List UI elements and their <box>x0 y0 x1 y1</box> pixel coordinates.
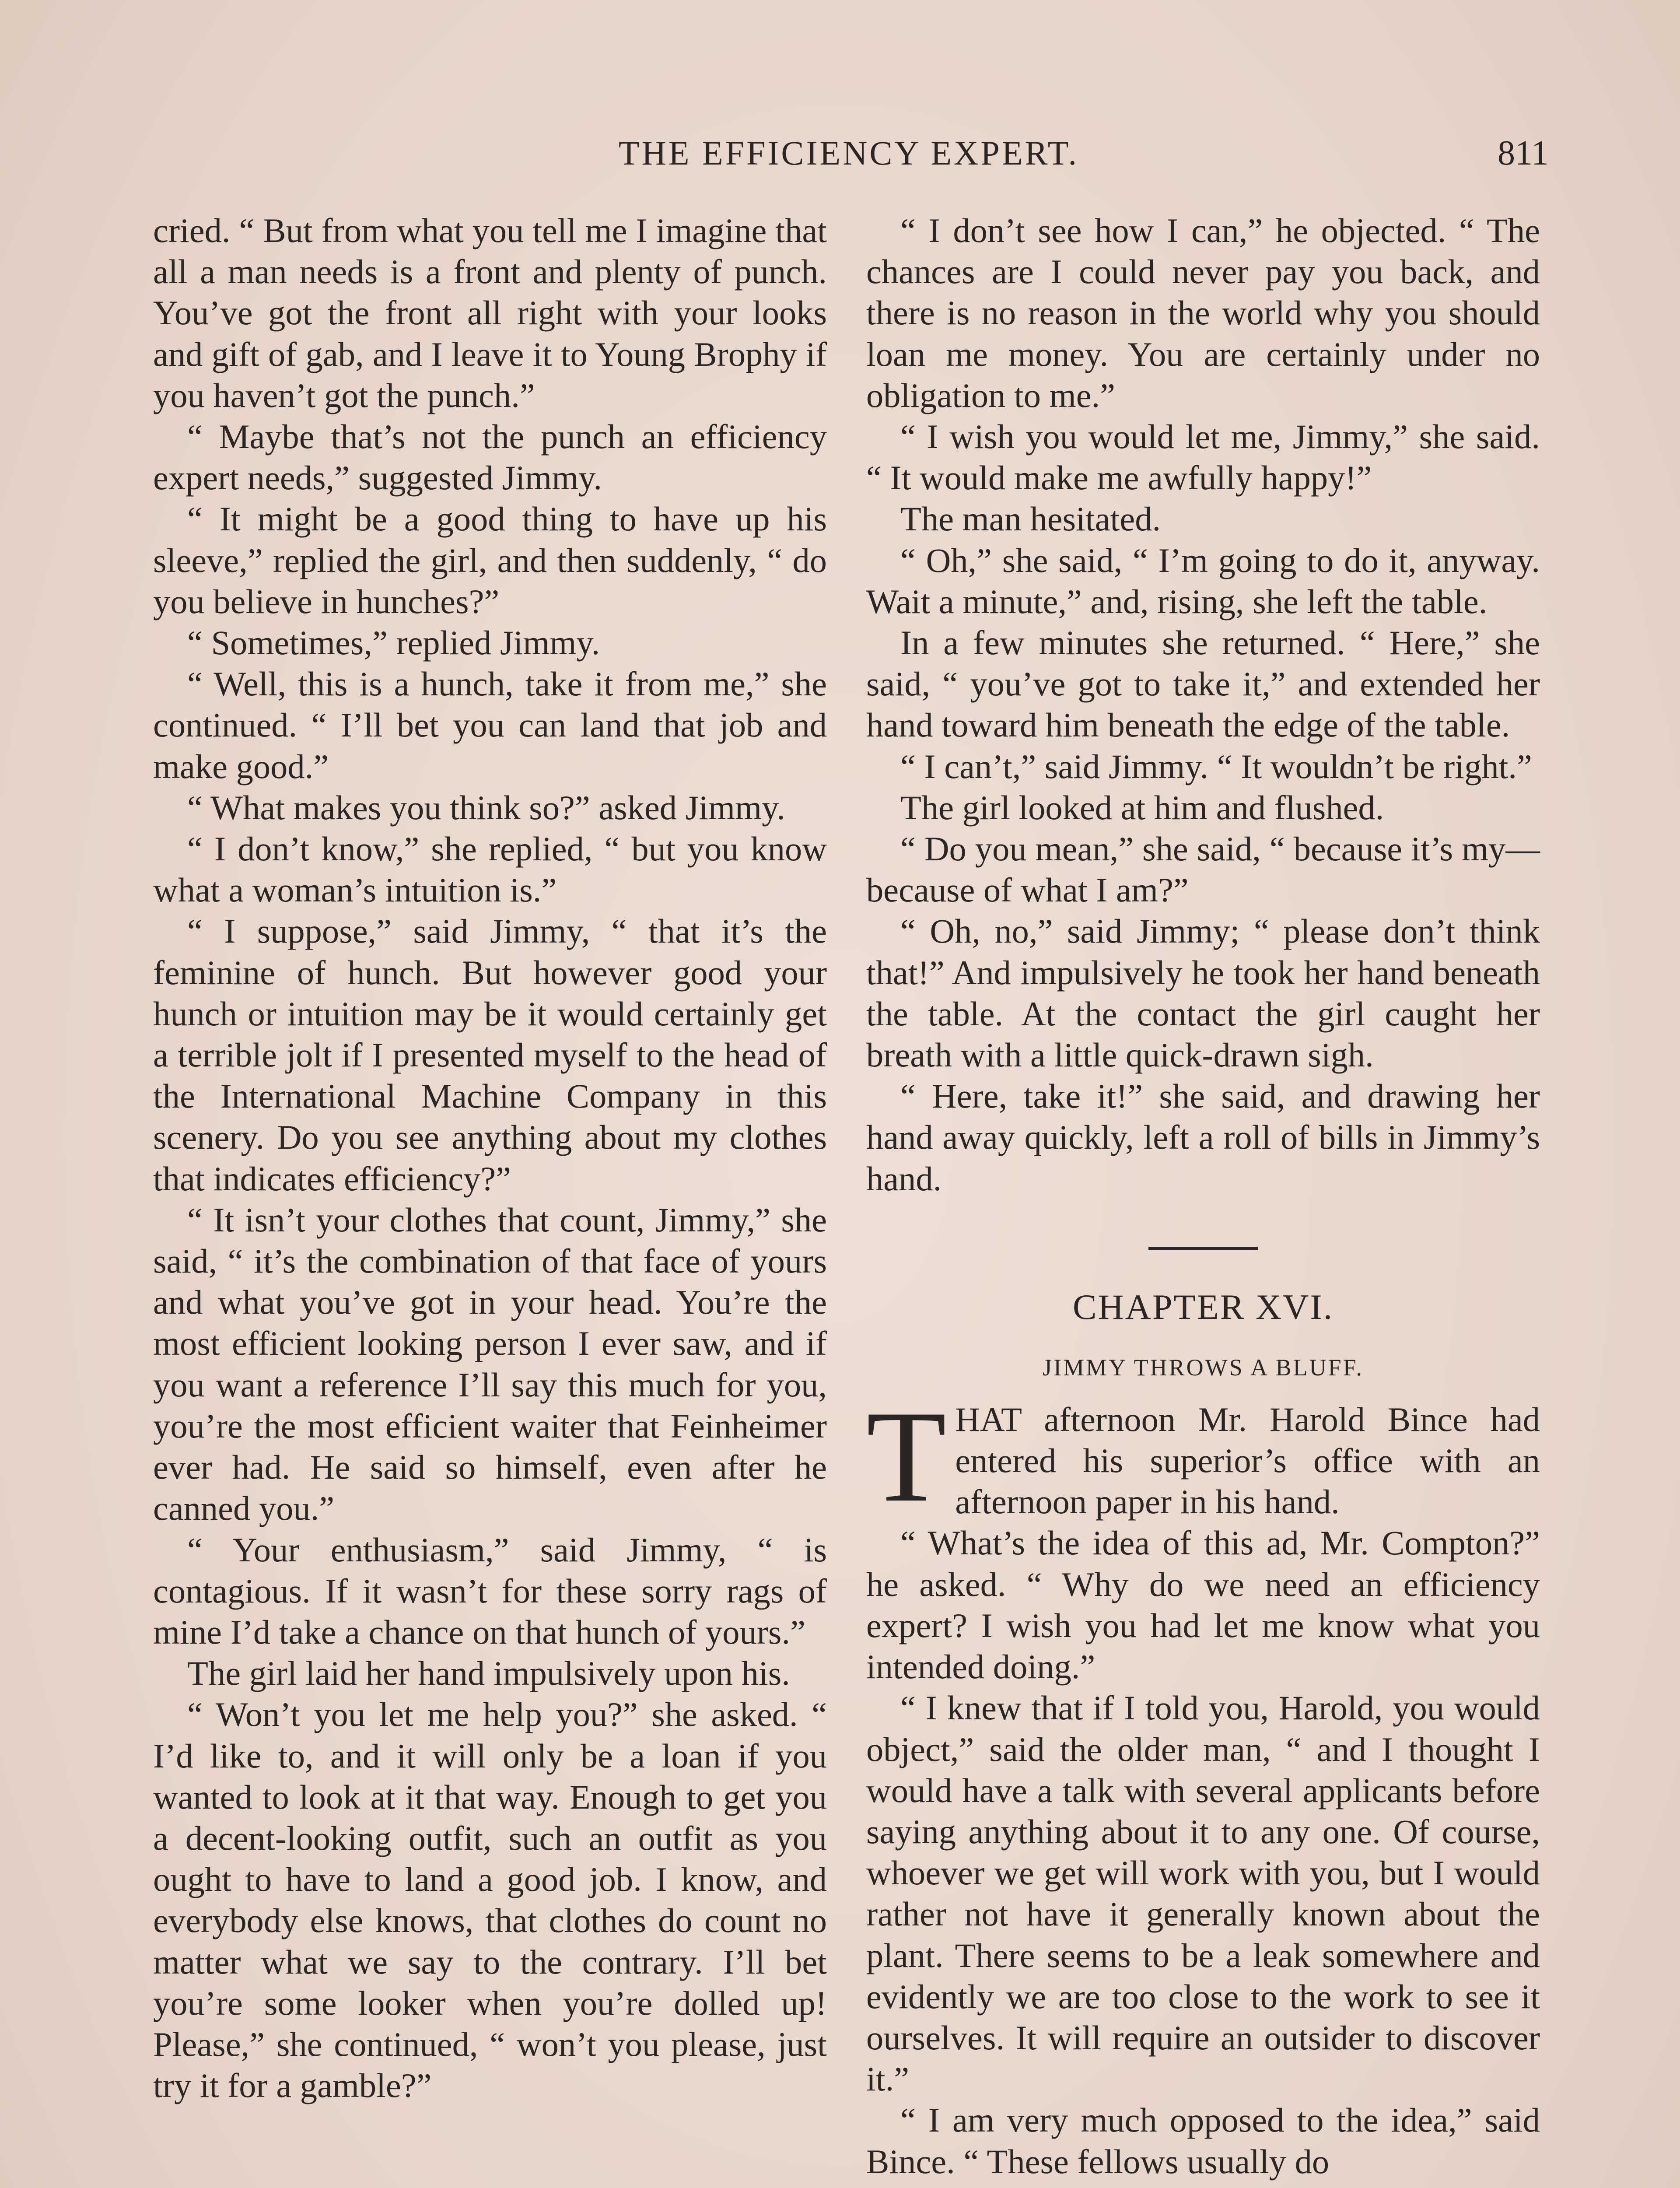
chapter-title: CHAPTER XVI. <box>1072 1287 1334 1327</box>
paragraph: cried. “ But from what you tell me I imagine that all a man needs is a front and plenty of punch. You’ve got the front all right with your looks and gift of gab, and I leave it to Young Brophy if you haven’t got the punch.” <box>153 211 827 414</box>
paragraph: “ I suppose,” said Jimmy, “ that it’s the feminine of hunch. But however good your hunch or intuition may be it would certainly get a terrible jolt if I presented myself to the head of the International Machine Company in this scenery. Do you see anything about my clothes that indicates efficiency?” <box>153 912 827 1198</box>
paragraph: “ Maybe that’s not the punch an efficiency expert needs,” suggested Jimmy. <box>153 417 827 497</box>
paragraph: “ I don’t know,” she replied, “ but you know what a woman’s intuition is.” <box>153 830 827 909</box>
paragraph: “ Here, take it!” she said, and drawing her hand away quickly, left a roll of bills in Jimmy’s hand. <box>866 1077 1540 1198</box>
page-header <box>149 129 1549 177</box>
paragraph: “ What makes you think so?” asked Jimmy. <box>187 788 785 827</box>
right-column <box>866 210 1540 2182</box>
paragraph: “ I don’t see how I can,” he objected. “ The chances are I could never pay you back, and there is no reason in the world why you should loan me money. You are certainly under no obligation to me.” <box>866 211 1540 414</box>
paragraph: In a few minutes she returned. “ Here,” she said, “ you’ve got to take it,” and extended her hand toward him beneath the edge of the table. <box>866 624 1540 744</box>
paragraph: “ Your enthusiasm,” said Jimmy, “ is contagious. If it wasn’t for these sorry rags of mine I’d take a chance on that hunch of yours.” <box>153 1530 827 1651</box>
paragraph: “ It might be a good thing to have up his sleeve,” replied the girl, and then suddenly, “ do you believe in hunches?” <box>153 500 827 621</box>
paragraph: “ Oh, no,” said Jimmy; “ please don’t think that!” And impulsively he took her hand beneath the table. At the contact the girl caught her breath with a little quick-drawn sigh. <box>866 912 1540 1074</box>
paragraph: The girl looked at him and flushed. <box>900 788 1384 827</box>
paragraph: “ Sometimes,” replied Jimmy. <box>187 624 600 662</box>
paragraph: “ I am very much opposed to the idea,” said Bince. “ These fellows usually do <box>866 2101 1540 2181</box>
paragraph: “ Oh,” she said, “ I’m going to do it, anyway. Wait a minute,” and, rising, she left the table. <box>866 541 1540 621</box>
running-title: THE EFFICIENCY EXPERT. <box>618 134 1079 172</box>
paragraph: “ I wish you would let me, Jimmy,” she said. “ It would make me awfully happy!” <box>866 417 1540 497</box>
paragraph: “ I can’t,” said Jimmy. “ It wouldn’t be right.” <box>900 747 1532 785</box>
chapter-opening-paragraph <box>866 1383 1540 1529</box>
paragraph: “ What’s the idea of this ad, Mr. Compton?” he asked. “ Why do we need an efficiency expert? I wish you had let me know what you intended doing.” <box>866 1524 1540 1686</box>
paragraph: The girl laid her hand impulsively upon his. <box>187 1654 790 1693</box>
paragraph: “ Won’t you let me help you?” she asked. “ I’d like to, and it will only be a loan if you wanted to look at it that way. Enough to get you a decent-looking outfit, such an outfit as you ought to have to land a good job. I know, and everybody else knows, that clothes do count no matter what we say to the contrary. I’ll bet you’re some looker when you’re dolled up! Please,” she continued, “ won’t you please, just try it for a gamble?” <box>153 1695 827 2105</box>
left-column <box>153 210 827 2106</box>
paragraph: “ It isn’t your clothes that count, Jimmy,” she said, “ it’s the combination of that face of yours and what you’ve got in your head. You’re the most efficient looking person I ever saw, and if you want a reference I’ll say this much for you, you’re the most efficient waiter that Feinheimer ever had. He said so himself, even after he canned you.” <box>153 1200 827 1528</box>
section-divider <box>1148 1247 1258 1250</box>
paragraph: “ Well, this is a hunch, take it from me,” she continued. “ I’ll bet you can land that job and make good.” <box>153 665 827 785</box>
drop-cap: T <box>866 1383 947 1529</box>
paragraph: The man hesitated. <box>900 500 1161 538</box>
page-number: 811 <box>1497 134 1549 172</box>
chapter-subtitle: JIMMY THROWS A BLUFF. <box>1043 1354 1364 1381</box>
paragraph: “ Do you mean,” she said, “ because it’s my—because of what I am?” <box>866 830 1540 909</box>
opening-text: HAT afternoon Mr. Harold Bince had entered his superior’s office with an afternoon paper in his hand. <box>955 1400 1540 1521</box>
paragraph: “ I knew that if I told you, Harold, you would object,” said the older man, “ and I thought I would have a talk with several applicants before saying anything about it to any one. Of course, whoever we get will work with you, but I would rather not have it generally known about the plant. There seems to be a leak somewhere and evidently we are too close to the work to see it ourselves. It will require an outsider to discover it.” <box>866 1689 1540 2098</box>
